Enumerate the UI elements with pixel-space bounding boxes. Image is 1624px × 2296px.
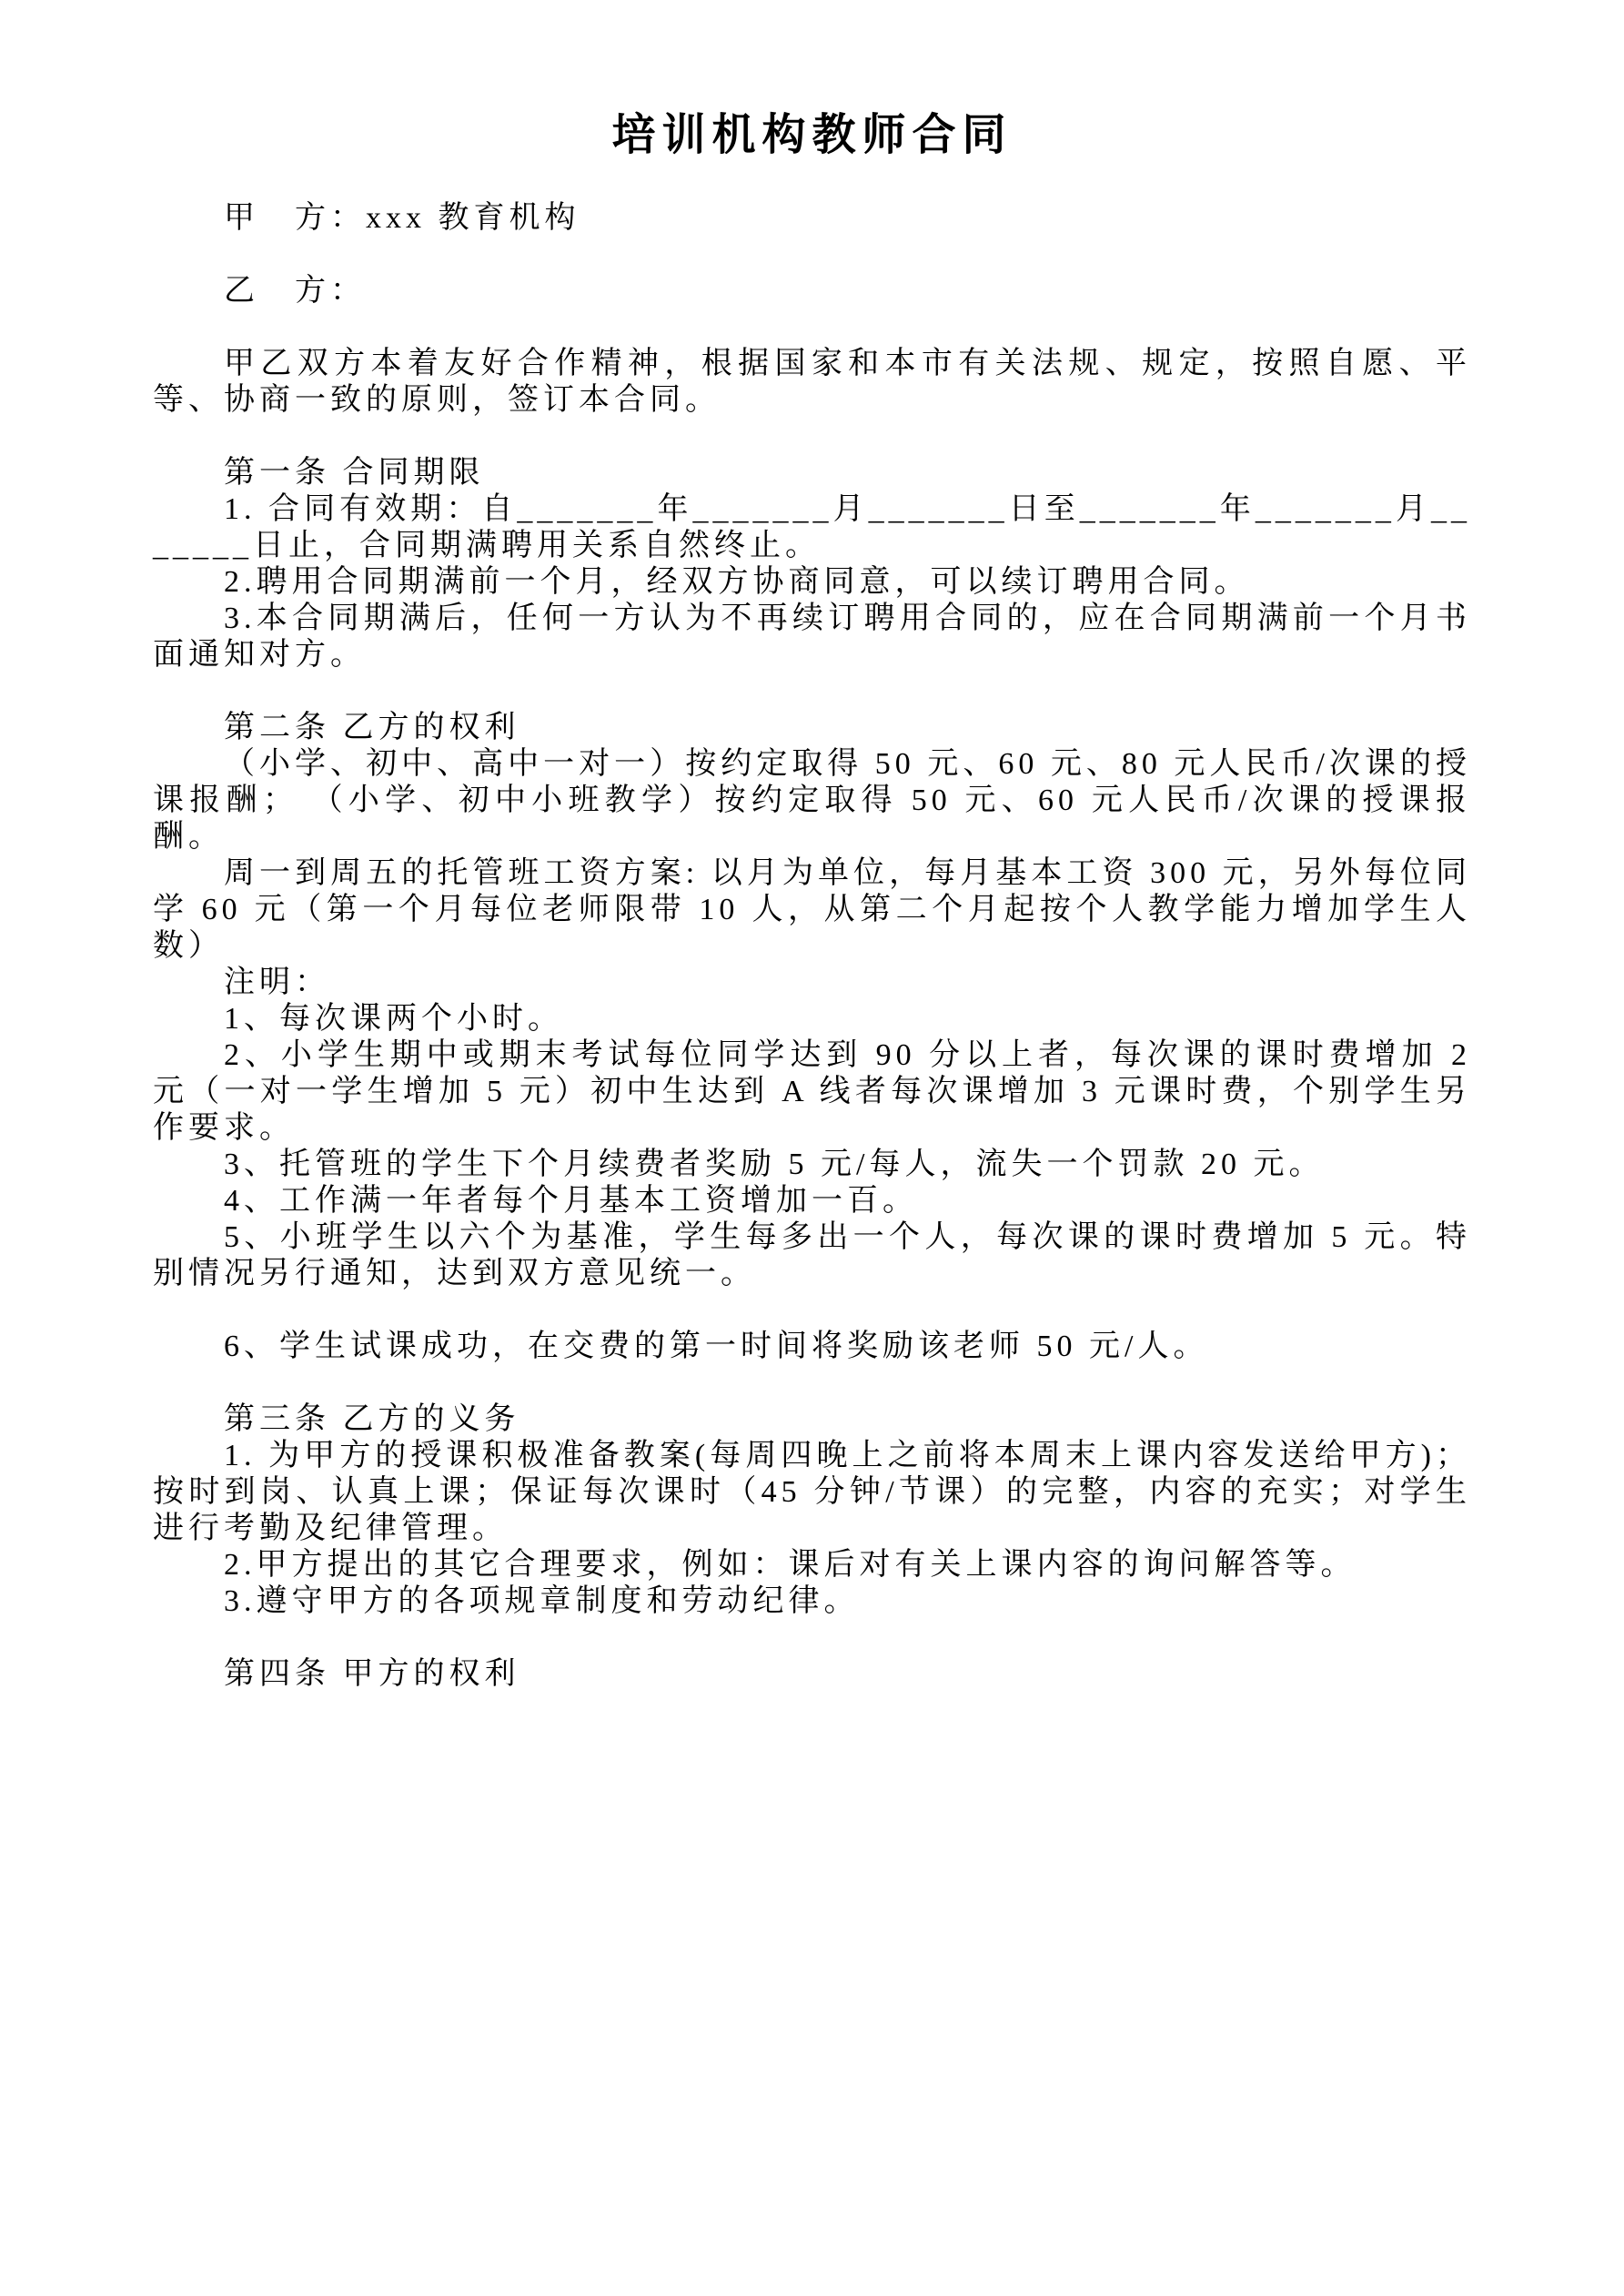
paragraph: 3.遵守甲方的各项规章制度和劳动纪律。 xyxy=(224,1584,860,1618)
paragraph: 4、工作满一年者每个月基本工资增加一百。 xyxy=(224,1184,918,1218)
section-heading: 第一条 合同期限 xyxy=(224,456,485,490)
paragraph: 6、学生试课成功，在交费的第一时间将奖励该老师 50 元/人。 xyxy=(224,1330,1209,1363)
party-line: 甲 方：xxx 教育机构 xyxy=(224,201,580,235)
paragraph: 1、每次课两个小时。 xyxy=(224,1002,563,1036)
paragraph: （小学、初中、高中一对一）按约定取得 50 元、60 元、80 元人民币/次课的授课报酬； （小学、初中小班教学）按约定取得 50 元、60 元人民币/次课的授课报酬。 xyxy=(153,747,1471,854)
paragraph: 3.本合同期满后，任何一方认为不再续订聘用合同的，应在合同期满前一个月书面通知对方。 xyxy=(153,602,1471,672)
paragraph: 2.甲方提出的其它合理要求，例如：课后对有关上课内容的询问解答等。 xyxy=(224,1548,1357,1582)
paragraph: 甲乙双方本着友好合作精神，根据国家和本市有关法规、规定，按照自愿、平等、协商一致的原则，签订本合同。 xyxy=(153,347,1471,417)
paragraph: 5、小班学生以六个为基准，学生每多出一个人，每次课的课时费增加 5 元。特别情况另行通知，达到双方意见统一。 xyxy=(153,1220,1471,1290)
document-body xyxy=(153,200,1471,1693)
paragraph: 2.聘用合同期满前一个月，经双方协商同意，可以续订聘用合同。 xyxy=(224,565,1250,599)
paragraph: 周一到周五的托管班工资方案: 以月为单位，每月基本工资 300 元，另外每位同学 60 元（第一个月每位老师限带 10 人，从第二个月起按个人教学能力增加学生人数） xyxy=(153,856,1471,963)
document-title: 培训机构教师合同 xyxy=(611,111,1013,159)
section-heading: 第二条 乙方的权利 xyxy=(224,711,520,744)
section-heading: 第四条 甲方的权利 xyxy=(224,1657,520,1691)
paragraph: 1. 为甲方的授课积极准备教案(每周四晚上之前将本周末上课内容发送给甲方)；按时到岗、认真上课；保证每次课时（45 分钟/节课）的完整，内容的充实；对学生进行考勤及纪律管理。 xyxy=(153,1439,1471,1545)
paragraph: 2、小学生期中或期末考试每位同学达到 90 分以上者，每次课的课时费增加 2 元（一对一学生增加 5 元）初中生达到 A 线者每次课增加 3 元课时费，个别学生另作要求。 xyxy=(153,1038,1471,1145)
paragraph: 1. 合同有效期：自_______年_______月_______日至_______年_______月_______日止，合同期满聘用关系自然终止。 xyxy=(153,492,1471,562)
party-line: 乙 方： xyxy=(224,274,366,308)
paragraph: 3、托管班的学生下个月续费者奖励 5 元/每人，流失一个罚款 20 元。 xyxy=(224,1148,1325,1181)
paragraph: 注明： xyxy=(224,966,330,999)
section-heading: 第三条 乙方的义务 xyxy=(224,1402,520,1436)
